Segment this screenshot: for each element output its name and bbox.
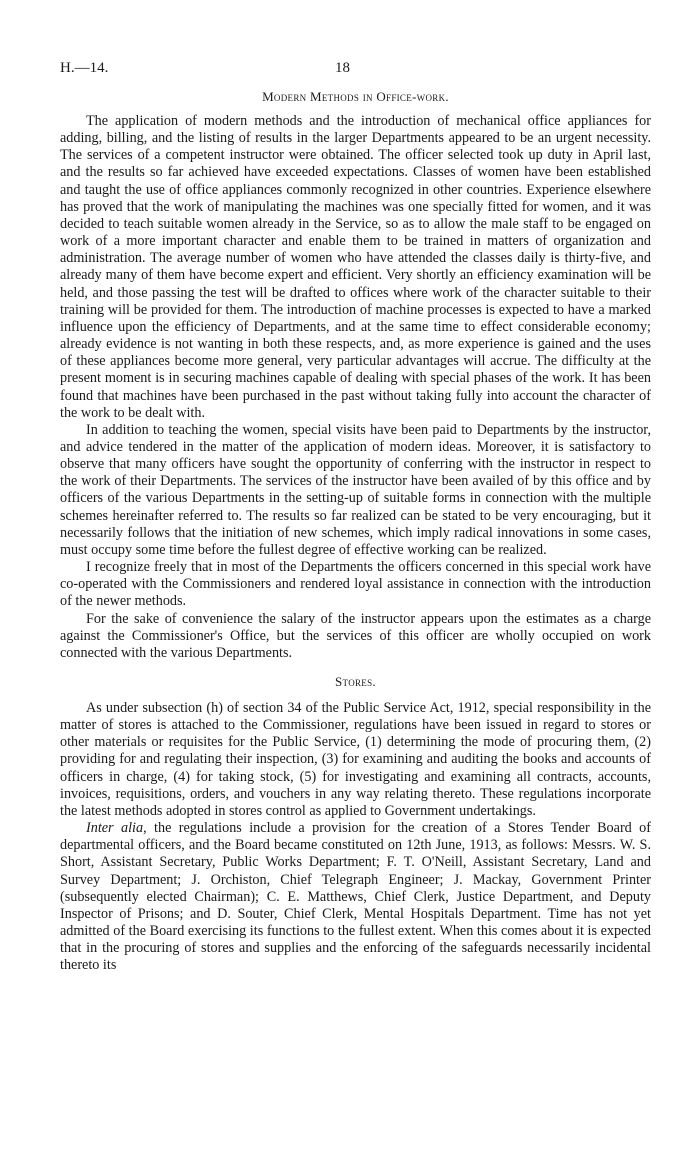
paragraph: The application of modern methods and the introduction of mechanical office appliances for adding, billing, and the listing of results in the larger Departments appeared to be an urgent necessity. The services of a competent instructor were obtained. The officer selected took up duty in April last, and the results so far achieved have exceeded expectations. Classes of women have been established and taught the use of office appliances commonly recognized in other countries. Experience elsewhere has proved that the work of manipulating the machines was one specially fitted for women, and it was decided to teach suitable women already in the Service, so as to allow the male staff to be engaged on work of a more important character and enable them to be trained in matters of organization and administration. The average number of women who have attended the classes daily is thirty-five, and already many of them have become expert and efficient. Very shortly an efficiency examination will be held, and those passing the test will be drafted to offices where work of the character suitable to their training will be provided for them. The introduction of machine processes is expected to have a marked influence upon the efficiency of Departments, and at the same time to effect considerable economy; already evidence is not wanting in both these respects, and, as more experience is gained and the uses of these appliances become more general, very particular advantages will accrue. The difficulty at the present moment is in securing machines capable of dealing with special phases of the work. It has been found that machines have been purchased in the past without taking fully into account the character of the work to be dealt with. — [60, 113, 651, 421]
section-heading: Modern Methods in Office-work. — [262, 89, 449, 104]
paragraph: In addition to teaching the women, special visits have been paid to Departments by the instructor, and advice tendered in the matter of the application of modern ideas. Moreover, it is satisfactory to observe that many officers have sought the opportunity of conferring with the instructor in respect to the work of their Departments. The services of the instructor have been availed of by this office and by officers of the various Departments in the setting-up of suitable forms in connection with the multiple schemes hereinafter referred to. The results so far realized can be stated to be very encouraging, but it necessarily follows that the initiation of new schemes, which imply radical innovations in some cases, must occupy some time before the fullest degree of effective working can be realized. — [60, 421, 651, 558]
paragraph: Inter alia, the regulations include a provision for the creation of a Stores Tender Board of departmental officers, and the Board became constituted on 12th June, 1913, as follows: Messrs. W. S. Short, Assistant Secretary, Public Works Department; F. T. O'Neill, Assistant Secretary, Land and Survey Department; J. Orchiston, Chief Telegraph Engineer; J. Mackay, Government Printer (subsequently elected Chairman); C. E. Matthews, Chief Clerk, Justice Department, and Deputy Inspector of Prisons; and D. Souter, Chief Clerk, Mental Hospitals Department. Time has not yet admitted of the Board exercising its functions to the fullest extent. When this comes about it is expected that in the procuring of stores and supplies and the enforcing of the safeguards necessarily incidental thereto its — [60, 820, 652, 974]
running-header — [60, 60, 640, 80]
section-modern-methods — [60, 89, 651, 662]
paragraph: For the sake of convenience the salary of the instructor appears upon the estimates as a charge against the Commissioner's Office, but the services of this officer are wholly occupied on work connected with the various Departments. — [60, 610, 651, 661]
document-reference: H.—14. — [60, 60, 109, 76]
section-stores — [60, 674, 651, 975]
page-body — [60, 89, 651, 975]
paragraph: As under subsection (h) of section 34 of the Public Service Act, 1912, special responsibility in the matter of stores is attached to the Commissioner, regulations have been issued in regard to stores or other materials or requisites for the Public Service, (1) determining the mode of procuring them, (2) providing for and regulating their inspection, (3) for examining and auditing the books and accounts of officers in charge, (4) for taking stock, (5) for investigating and examining all contracts, accounts, invoices, requisitions, orders, and vouchers in any way relating thereto. These regulations incorporate the latest methods adopted in stores control as applied to Government undertakings. — [60, 700, 651, 819]
page-number: 18 — [335, 60, 350, 76]
section-heading: Stores. — [335, 674, 376, 689]
paragraph: I recognize freely that in most of the Departments the officers concerned in this special work have co-operated with the Commissioners and rendered loyal assistance in connection with the introduction of the newer methods. — [60, 559, 651, 610]
